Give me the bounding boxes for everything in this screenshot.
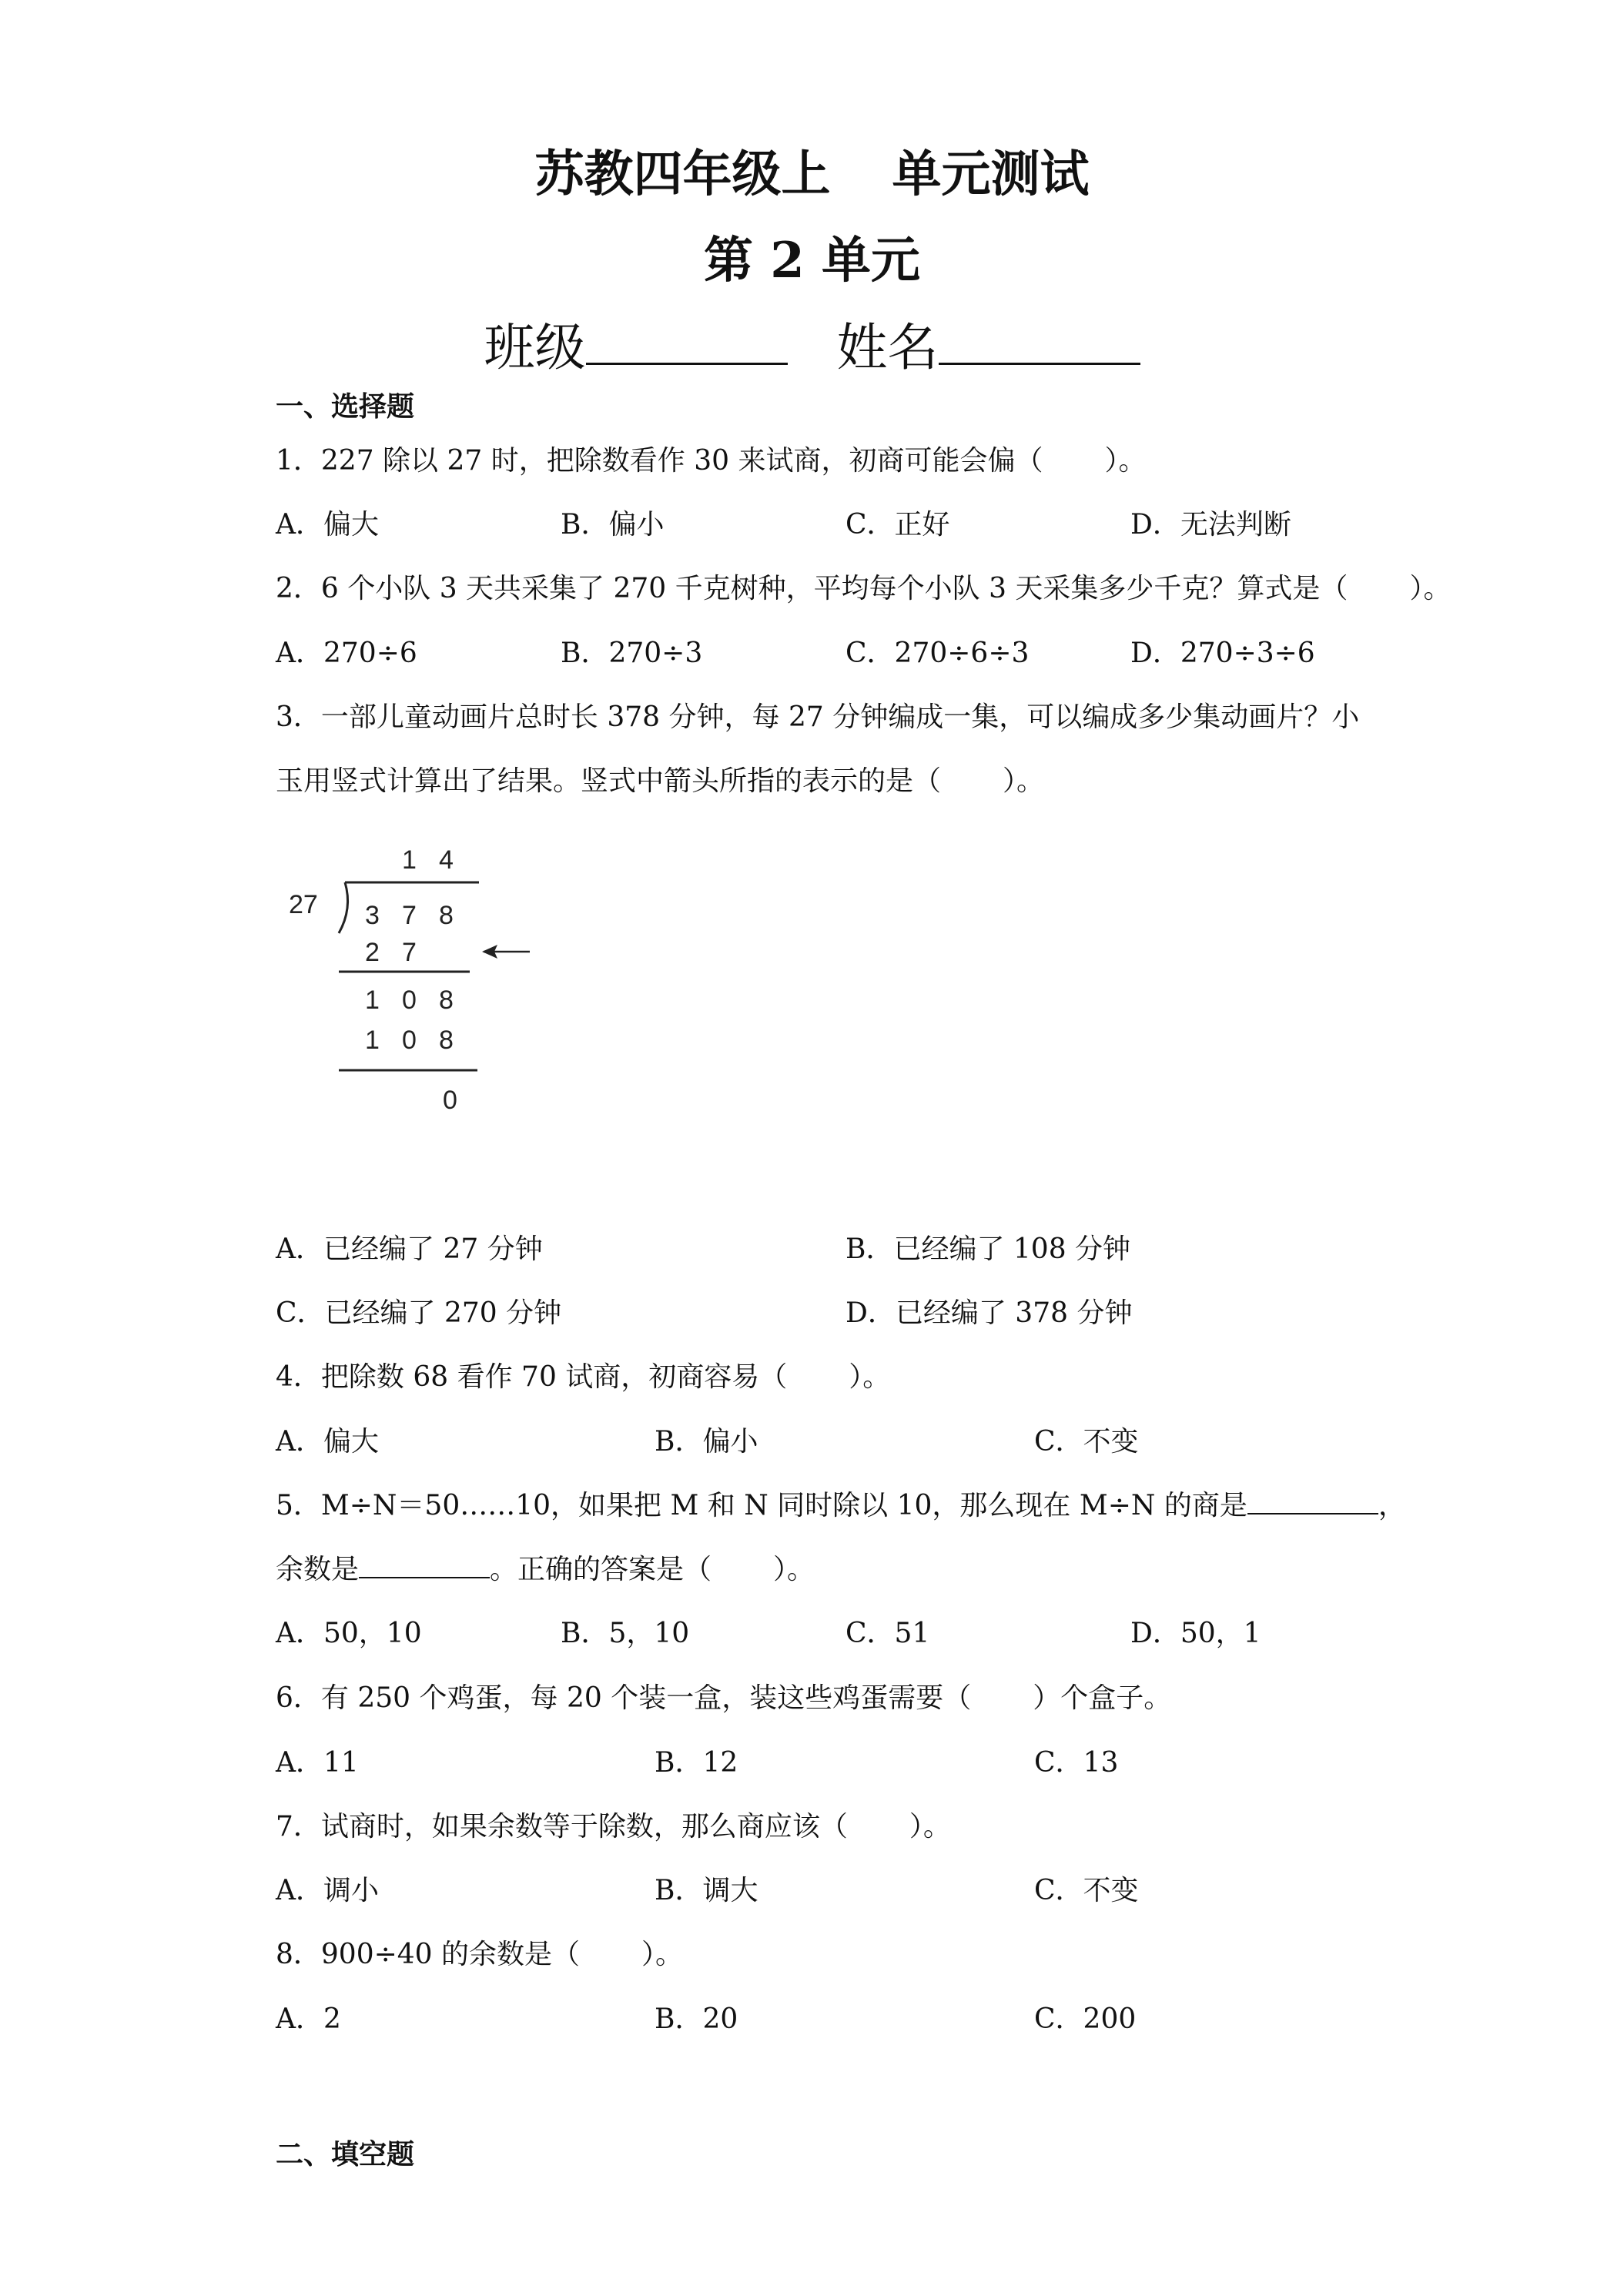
question-text: 2．6 个小队 3 天共采集了 270 千克树种，平均每个小队 3 天采集多少千克？算式是（ bbox=[276, 573, 1348, 604]
option-c[interactable]: C．不变 bbox=[1034, 1875, 1139, 1906]
question-8 bbox=[276, 1933, 683, 1972]
option-a[interactable]: A．270÷6 bbox=[276, 638, 417, 669]
question-text-end: ， bbox=[1378, 1490, 1406, 1521]
option-a[interactable]: A．偏大 bbox=[276, 509, 379, 541]
title-right: 单元测试 bbox=[892, 146, 1090, 203]
question-3-line-1: 3．一部儿童动画片总时长 378 分钟，每 27 分钟编成一集，可以编成多少集动画片？小 bbox=[276, 701, 1360, 733]
step-digit: 8 bbox=[439, 1026, 454, 1055]
question-text: 1．227 除以 27 时，把除数看作 30 来试商，初商可能会偏（ bbox=[276, 445, 1043, 477]
option-a[interactable]: A．11 bbox=[276, 1747, 359, 1779]
question-text-end: ）。 bbox=[773, 1554, 815, 1585]
answer-blank[interactable] bbox=[359, 1551, 490, 1578]
step-digit: 2 bbox=[365, 938, 380, 967]
section-heading-choice: 一、选择题 bbox=[276, 390, 415, 423]
section-heading-fill: 二、填空题 bbox=[276, 2138, 415, 2170]
option-a[interactable]: A．2 bbox=[276, 2003, 341, 2035]
option-b[interactable]: B．270÷3 bbox=[561, 638, 703, 669]
question-4 bbox=[276, 1355, 890, 1394]
question-text-end: ）。 bbox=[1409, 573, 1452, 604]
student-info bbox=[0, 306, 1624, 380]
answer-blank[interactable] bbox=[1247, 1487, 1378, 1514]
question-text-end: ）个盒子。 bbox=[1033, 1682, 1172, 1714]
step-digit: 1 bbox=[365, 986, 380, 1015]
option-b[interactable]: B．20 bbox=[655, 2003, 738, 2035]
question-1 bbox=[276, 439, 1146, 478]
question-7 bbox=[276, 1805, 951, 1844]
question-3-line-2 bbox=[276, 759, 1044, 798]
question-text: 7．试商时，如果余数等于除数，那么商应该（ bbox=[276, 1811, 848, 1842]
option-b[interactable]: B．5，10 bbox=[561, 1618, 690, 1649]
name-label: 姓名 bbox=[836, 318, 939, 377]
question-text-end: ）。 bbox=[1003, 765, 1045, 797]
question-text: 。正确的答案是（ bbox=[490, 1554, 712, 1585]
class-blank[interactable] bbox=[586, 316, 788, 365]
option-b[interactable]: B．已经编了 108 分钟 bbox=[845, 1233, 1131, 1265]
dividend-digit: 7 bbox=[402, 901, 417, 930]
option-a[interactable]: A．已经编了 27 分钟 bbox=[276, 1233, 543, 1265]
remainder: 0 bbox=[443, 1086, 457, 1115]
step-digit: 1 bbox=[365, 1026, 380, 1055]
question-5-line-1 bbox=[276, 1484, 1406, 1523]
quotient-digit: 4 bbox=[439, 845, 454, 875]
option-c[interactable]: C．不变 bbox=[1034, 1426, 1139, 1458]
option-d[interactable]: D．无法判断 bbox=[1130, 509, 1291, 541]
question-text: 4．把除数 68 看作 70 试商，初商容易（ bbox=[276, 1361, 788, 1393]
question-2 bbox=[276, 567, 1451, 606]
name-blank[interactable] bbox=[939, 316, 1140, 365]
question-text: 8．900÷40 的余数是（ bbox=[276, 1939, 581, 1970]
division-bracket bbox=[339, 882, 348, 933]
question-text: 玉用竖式计算出了结果。竖式中箭头所指的表示的是（ bbox=[276, 765, 942, 797]
dividend-digit: 3 bbox=[365, 901, 380, 930]
option-c[interactable]: C．270÷6÷3 bbox=[845, 638, 1030, 669]
step-digit: 7 bbox=[402, 938, 417, 967]
question-text: 余数是 bbox=[276, 1554, 360, 1585]
option-a[interactable]: A．调小 bbox=[276, 1875, 379, 1906]
question-text-end: ）。 bbox=[849, 1361, 891, 1393]
page-title bbox=[0, 135, 1624, 206]
long-division-figure bbox=[285, 839, 539, 1124]
option-a[interactable]: A．50，10 bbox=[276, 1618, 422, 1649]
question-text: 6．有 250 个鸡蛋，每 20 个装一盒，装这些鸡蛋需要（ bbox=[276, 1682, 972, 1714]
option-b[interactable]: B．偏小 bbox=[655, 1426, 758, 1458]
option-c[interactable]: C．已经编了 270 分钟 bbox=[276, 1297, 562, 1329]
question-text-end: ）。 bbox=[909, 1811, 951, 1842]
option-d[interactable]: D．50，1 bbox=[1130, 1618, 1261, 1649]
question-6 bbox=[276, 1676, 1171, 1715]
question-5-line-2 bbox=[276, 1548, 815, 1587]
question-text-end: ）。 bbox=[1104, 445, 1147, 477]
step-digit: 0 bbox=[402, 1026, 417, 1055]
option-c[interactable]: C．13 bbox=[1034, 1747, 1119, 1779]
option-c[interactable]: C．正好 bbox=[845, 509, 950, 541]
step-digit: 0 bbox=[402, 986, 417, 1015]
option-a[interactable]: A．偏大 bbox=[276, 1426, 379, 1458]
option-d[interactable]: D．已经编了 378 分钟 bbox=[845, 1297, 1133, 1329]
option-b[interactable]: B．12 bbox=[655, 1747, 738, 1779]
question-text-end: ）。 bbox=[641, 1939, 684, 1970]
option-c[interactable]: C．200 bbox=[1034, 2003, 1137, 2035]
quotient-digit: 1 bbox=[402, 845, 417, 875]
option-b[interactable]: B．偏小 bbox=[561, 509, 665, 541]
class-label: 班级 bbox=[484, 318, 586, 377]
option-d[interactable]: D．270÷3÷6 bbox=[1130, 638, 1315, 669]
divisor: 27 bbox=[289, 890, 318, 919]
unit-title: 第 2 单元 bbox=[703, 232, 921, 290]
question-text: 5．M÷N＝50……10，如果把 M 和 N 同时除以 10，那么现在 M÷N 的商是 bbox=[276, 1490, 1247, 1521]
option-b[interactable]: B．调大 bbox=[655, 1875, 758, 1906]
option-c[interactable]: C．51 bbox=[845, 1618, 930, 1649]
step-digit: 8 bbox=[439, 986, 454, 1015]
dividend-digit: 8 bbox=[439, 901, 454, 930]
title-left: 苏教四年级上 bbox=[534, 146, 831, 203]
